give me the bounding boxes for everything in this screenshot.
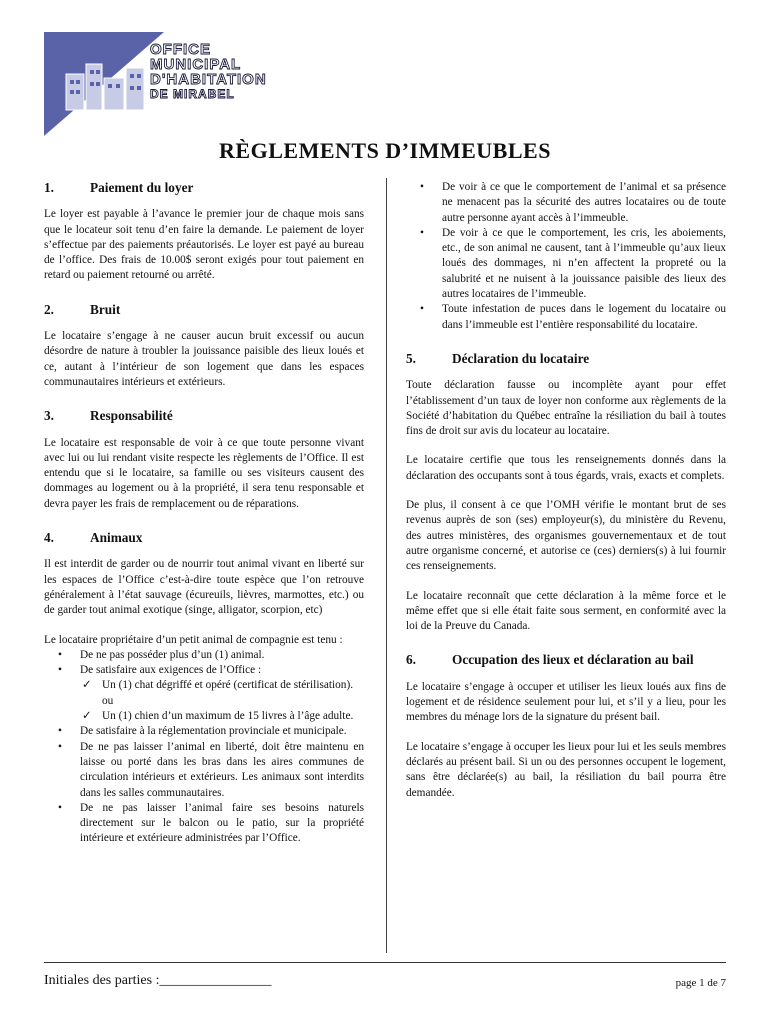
section-declaration — [406, 351, 726, 634]
bullet-list — [44, 648, 364, 847]
section-title: Animaux — [90, 530, 143, 546]
logo-line-3: D'HABITATION — [150, 71, 267, 88]
section-number: 5. — [406, 350, 416, 366]
section-title: Bruit — [90, 301, 121, 317]
initials-field: Initiales des parties :________________ — [44, 973, 272, 988]
section-paiement — [44, 180, 364, 284]
omh-logo — [44, 32, 314, 136]
paragraph: De plus, il consent à ce que l’OMH vérifie le montant brut de ses revenus auprès de son (ses) employeur(s), du ministère du Revenu, des autres ministères, des organismes gouvernementaux et de tout autre organisme concerné, et autorise ce (ces) derniers(s) à lui fournir ces renseignements. — [406, 499, 726, 573]
list-item: • De satisfaire à la réglementation provinciale et municipale. — [80, 724, 364, 739]
logo-text — [150, 42, 267, 102]
checkmark-icon: ✓ — [82, 679, 92, 692]
list-item-text: Un (1) chat dégriffé et opéré (certificat de stérilisation). — [102, 679, 354, 692]
list-item-text: Un (1) chien d’un maximum de 15 livres à l’âge adulte. — [102, 710, 354, 723]
logo-line-1: OFFICE — [150, 41, 211, 58]
section-heading — [406, 652, 726, 667]
list-item: • De ne pas laisser l’animal faire ses besoins naturels directement sur le balcon ou le patio, sur la propriété intérieure et extérieure administrées par l’Office. — [80, 801, 364, 847]
left-column — [44, 180, 364, 865]
section-bruit — [44, 302, 364, 390]
checkmark-icon: ✓ — [82, 710, 92, 723]
section-number: 6. — [406, 652, 416, 668]
buildings-icon — [62, 54, 157, 114]
section-heading — [406, 351, 726, 366]
footer-rule — [44, 962, 726, 963]
list-item: • De voir à ce que le comportement de l’animal et sa présence ne menacent pas la sécurité des autres locataires ou de toute autre personne ayant accès à l’immeuble. — [442, 180, 726, 226]
section-title: Paiement du loyer — [90, 180, 194, 195]
section-number: 4. — [44, 530, 54, 546]
list-item — [80, 663, 364, 724]
paragraph: Le locataire s’engage à occuper les lieux pour lui et les seuls membres déclarés au présent bail. Si un ou des personnes occupent le logement, sans être déclarée(s) au bail, la résiliation du bail pourra être demandée. — [406, 740, 726, 799]
section-heading — [44, 180, 364, 195]
paragraph: Toute déclaration fausse ou incomplète ayant pour effet l’établissement d’un taux de loyer non conforme aux règlements de la Société d’habitation du Québec entraîne la résiliation du bail à toutes fins de droit sur avis du locateur au locataire. — [406, 379, 726, 438]
page-number: page 1 de 7 — [675, 977, 726, 989]
or-text: ou — [102, 694, 114, 707]
section-responsabilite — [44, 408, 364, 512]
section-heading — [44, 530, 364, 545]
column-divider — [386, 178, 387, 953]
section-number: 3. — [44, 408, 54, 424]
paragraph: Le locataire reconnaît que cette déclaration à la même force et le même effet que si elle était faite sous serment, en conformité avec la loi de la Preuve du Canada. — [406, 589, 726, 633]
paragraph: Il est interdit de garder ou de nourrir tout animal vivant en liberté sur les espaces de l’Office c’est-à-dire toute espèce que l’on retrouve généralement à l’état sauvage (écureuils, lièvres, marmottes, etc.) ou de garder tout animal exotique (singe, alligator, scorpion, etc) — [44, 558, 364, 617]
right-column — [406, 180, 726, 819]
list-item: • De voir à ce que le comportement, les cris, les aboiements, etc., de son animal ne causent, tant à l’immeuble qu’aux lieux loués des dommages, ni n’en affectent la propreté ou la salubrité et ne nuisent à la jouissance paisible des lieux des autres locataires de l’immeuble. — [442, 226, 726, 302]
paragraph: Le loyer est payable à l’avance le premier jour de chaque mois sans que le locateur soit tenu d’en faire la demande. Le paiement de loyer s’effectue par des paiements préautorisés. Le loyer est payé au bureau de l’office. Des frais de 10.00$ seront exigés pour tout paiement en retard ou paiement retourné ou arrêté. — [44, 208, 364, 282]
section-title: Responsabilité — [90, 408, 173, 424]
list-item — [82, 709, 364, 724]
section-title: Déclaration du locataire — [452, 350, 590, 366]
section-number: 2. — [44, 301, 54, 317]
section-animaux — [44, 530, 364, 847]
logo-line-4: DE MIRABEL — [150, 87, 235, 101]
section-heading — [44, 408, 364, 423]
list-item: • Toute infestation de puces dans le logement du locataire ou dans l’immeuble est l’entière responsabilité du locataire. — [442, 302, 726, 333]
paragraph: Le locataire s’engage à ne causer aucun bruit excessif ou aucun désordre de nature à troubler la jouissance paisible des lieux loués et ce, autant à l’intérieur de son logement que dans les espaces communautaires intérieurs et extérieurs. — [44, 330, 364, 388]
section-number: 1. — [44, 180, 54, 195]
paragraph: Le locataire propriétaire d’un petit animal de compagnie est tenu : — [44, 633, 343, 646]
section-occupation — [406, 652, 726, 800]
paragraph: Le locataire est responsable de voir à ce que toute personne vivant avec lui ou lui rendant visite respecte les règlements de l’Office. Il est entendu que si le locataire, sa famille ou ses visiteurs causent des dommages au logement ou à la propriété, il sera tenu responsable et devra payer les frais de remplacement ou de réparations. — [44, 436, 364, 510]
bullet-list — [406, 180, 726, 333]
section-heading — [44, 302, 364, 317]
checkmark-list — [80, 678, 364, 724]
logo-line-2: MUNICIPAL — [150, 56, 242, 73]
list-item — [82, 678, 364, 709]
paragraph: Le locataire certifie que tous les renseignements donnés dans la déclaration des occupants sont à tous égards, vrais, exacts et complets. — [406, 454, 726, 482]
section-title: Occupation des lieux et déclaration au bail — [452, 652, 694, 668]
list-item-text: De satisfaire aux exigences de l’Office : — [80, 664, 262, 677]
paragraph: Le locataire s’engage à occuper et utiliser les lieux loués aux fins de logement et de résidence seulement pour lui, et s’il y a lieu, pour les membres du ménage lors de la signature du présent bail. — [406, 680, 726, 724]
list-item: • De ne pas laisser l’animal en liberté, doit être maintenu en laisse ou porté dans les bras dans les aires communes de circulation intérieurs et extérieurs. Les animaux sont interdits dans les salles communautaires. — [80, 740, 364, 801]
list-item: • De ne pas posséder plus d’un (1) animal. — [80, 648, 364, 663]
page-title: RÈGLEMENTS D’IMMEUBLES — [219, 138, 551, 163]
